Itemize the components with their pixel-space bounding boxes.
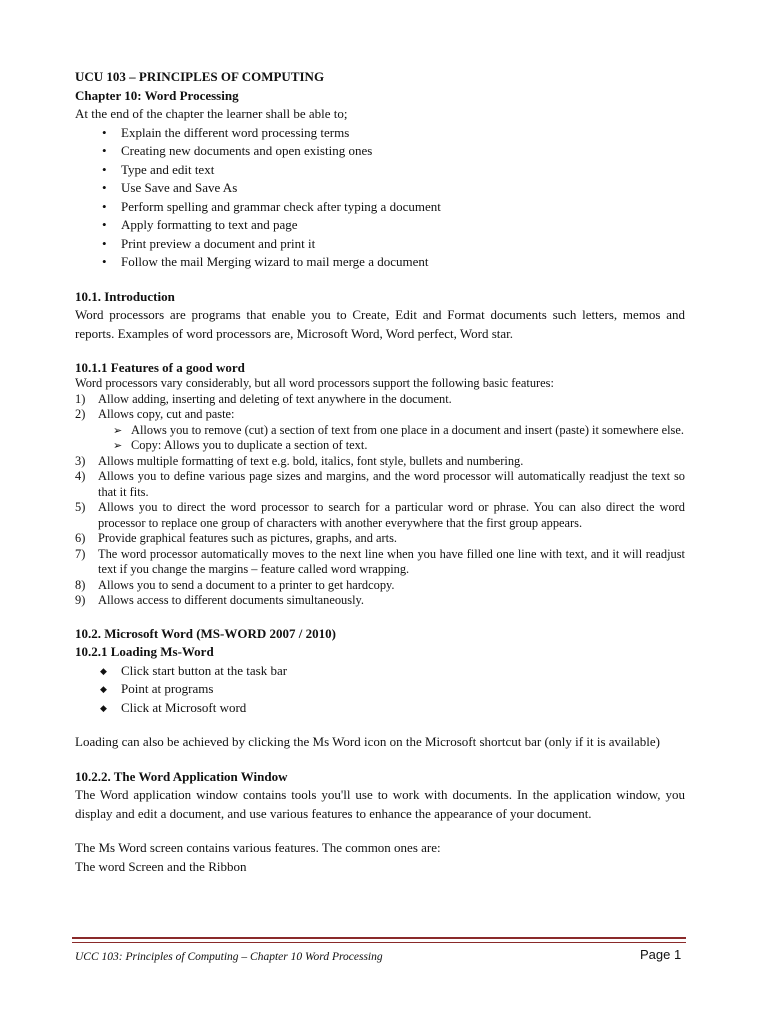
list-item: • Follow the mail Merging wizard to mail merge a document: [75, 253, 685, 272]
list-item: [75, 500, 685, 531]
chapter-title: Chapter 10: Word Processing: [75, 87, 239, 103]
list-item: [75, 469, 685, 500]
item-text: Allows access to different documents simultaneously.: [98, 593, 364, 607]
list-item: ◆ Click start button at the task bar: [75, 662, 685, 681]
item-number: 2): [75, 407, 86, 421]
item-text: Allows you to define various page sizes and margins, and the word processor will automatically readjust the text so that it fits.: [98, 469, 685, 499]
sub-list-item: ➢ Allows you to remove (cut) a section of text from one place in a document and insert (paste) it somewhere else.: [103, 423, 685, 439]
last-line: The word Screen and the Ribbon: [75, 858, 247, 874]
footer-rule: [72, 937, 686, 943]
list-item: • Creating new documents and open existing ones: [75, 142, 685, 161]
page-content: [75, 68, 685, 876]
app-window-heading: 10.2.2. The Word Application Window: [75, 768, 288, 784]
list-item: [75, 407, 685, 454]
item-number: 8): [75, 577, 86, 592]
footer-title: UCC 103: Principles of Computing – Chapter 10 Word Processing: [75, 951, 383, 963]
page-number: Page 1: [640, 947, 682, 962]
item-number: 3): [75, 453, 86, 468]
item-number: 1): [75, 391, 86, 406]
objectives-list: [75, 124, 685, 272]
list-item: • Apply formatting to text and page: [75, 216, 685, 235]
list-item: [75, 531, 685, 547]
sub-list-item: ➢ Copy: Allows you to duplicate a section of text.: [103, 438, 685, 454]
item-text: Allows multiple formatting of text e.g. bold, italics, font style, bullets and numbering.: [98, 453, 524, 468]
list-item: • Explain the different word processing terms: [75, 124, 685, 143]
features-intro: Word processors vary considerably, but all word processors support the following basic features:: [75, 376, 554, 390]
app-window-text: The Word application window contains tools you'll use to work with documents. In the application window, you display and edit a document, and use various features to enhance the appearance of your document.: [75, 787, 685, 821]
list-item: [75, 578, 685, 594]
list-item: • Perform spelling and grammar check after typing a document: [75, 198, 685, 217]
course-title: UCU 103 – PRINCIPLES OF COMPUTING: [75, 69, 325, 84]
list-item: [75, 392, 685, 408]
features-list: [75, 392, 685, 609]
loading-heading: 10.2.1 Loading Ms-Word: [75, 644, 214, 659]
objectives-intro: At the end of the chapter the learner shall be able to;: [75, 106, 348, 121]
loading-steps: [75, 662, 685, 718]
msword-heading: 10.2. Microsoft Word (MS-WORD 2007 / 2010): [75, 625, 336, 641]
list-item: ◆ Click at Microsoft word: [75, 699, 685, 718]
item-text: The word processor automatically moves to the next line when you have filled one line with text, and it will readjust text if you change the margins – feature called word wrapping.: [98, 546, 685, 576]
item-text: Provide graphical features such as pictures, graphs, and arts.: [98, 531, 397, 545]
item-number: 9): [75, 593, 86, 607]
loading-note: Loading can also be achieved by clicking the Ms Word icon on the Microsoft shortcut bar (only if it is available): [75, 734, 660, 749]
features-heading: 10.1.1 Features of a good word: [75, 360, 245, 375]
item-number: 6): [75, 531, 86, 545]
list-item: • Use Save and Save As: [75, 179, 685, 198]
features-section: [75, 359, 685, 609]
item-text: Allows copy, cut and paste:: [98, 407, 235, 421]
list-item: • Print preview a document and print it: [75, 235, 685, 254]
item-text: Allows you to send a document to a printer to get hardcopy.: [98, 577, 395, 592]
list-item: • Type and edit text: [75, 161, 685, 180]
list-item: ◆ Point at programs: [75, 680, 685, 699]
list-item: [75, 547, 685, 578]
item-text: Allow adding, inserting and deleting of text anywhere in the document.: [98, 391, 452, 406]
sub-list: [98, 423, 685, 454]
item-number: 4): [75, 469, 86, 483]
item-number: 5): [75, 500, 86, 514]
intro-heading: 10.1. Introduction: [75, 288, 175, 304]
item-text: Allows you to direct the word processor to search for a particular word or phrase. You can also direct the word processor to replace one group of characters with another everywhere that the first group appears.: [98, 500, 685, 530]
item-number: 7): [75, 546, 86, 561]
list-item: [75, 454, 685, 470]
features-line: The Ms Word screen contains various features. The common ones are:: [75, 840, 441, 855]
list-item: [75, 593, 685, 609]
intro-text: Word processors are programs that enable you to Create, Edit and Format documents such letters, memos and reports. Examples of word processors are, Microsoft Word, Word perfect, Word star.: [75, 307, 685, 341]
